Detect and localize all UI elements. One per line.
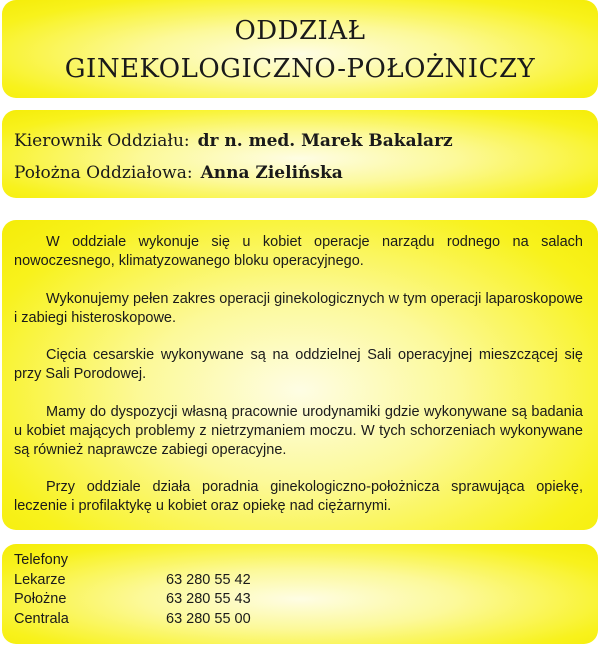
head-midwife-label: Położna Oddziałowa: xyxy=(14,163,193,183)
staff-panel xyxy=(2,110,598,198)
description-paragraph: Mamy do dyspozycji własną pracownie urodynamiki gdzie wykonywane są badania u kobiet mających problemy z nietrzymaniem moczu. W tych schorzeniach wykonywane są również naprawcze zabiegi operacyjne. xyxy=(14,403,583,458)
phones-heading: Telefony xyxy=(14,552,69,568)
phone-number: 63 280 55 00 xyxy=(166,610,251,627)
title-line-2: GINEKOLOGICZNO-POŁOŻNICZY xyxy=(64,54,536,84)
description-paragraph: Wykonujemy pełen zakres operacji ginekologicznych w tym operacji laparoskopowe i zabiegi histeroskopowe. xyxy=(14,290,583,326)
description-panel xyxy=(2,220,598,530)
phone-number: 63 280 55 42 xyxy=(166,571,251,588)
head-of-ward-name: dr n. med. Marek Bakalarz xyxy=(197,131,453,151)
description-paragraph: W oddziale wykonuje się u kobiet operacje narządu rodnego na salach nowoczesnego, klimatyzowanego bloku operacyjnego. xyxy=(14,234,583,269)
title-line-1: ODDZIAŁ xyxy=(234,16,366,46)
phone-row xyxy=(14,571,598,591)
head-midwife-line xyxy=(14,161,598,193)
head-midwife-name: Anna Zielińska xyxy=(200,163,343,183)
phone-row xyxy=(14,610,598,630)
title-panel xyxy=(2,0,598,98)
phone-number: 63 280 55 43 xyxy=(166,591,251,607)
description-paragraph: Cięcia cesarskie wykonywane są na oddzielnej Sali operacyjnej mieszczącej się przy Sali Porodowej. xyxy=(14,347,583,382)
head-of-ward-label: Kierownik Oddziału: xyxy=(14,131,190,151)
description-paragraph: Przy oddziale działa poradnia ginekologiczno-położnicza sprawująca opiekę, leczenie i profilaktykę u kobiet oraz opiekę nad ciężarnymi. xyxy=(14,479,583,514)
phone-label: Lekarze xyxy=(14,571,66,588)
head-of-ward-line xyxy=(14,129,598,161)
phone-row xyxy=(14,590,598,610)
phones-panel xyxy=(2,544,598,644)
phone-label: Położne xyxy=(14,591,67,607)
phone-label: Centrala xyxy=(14,610,69,627)
